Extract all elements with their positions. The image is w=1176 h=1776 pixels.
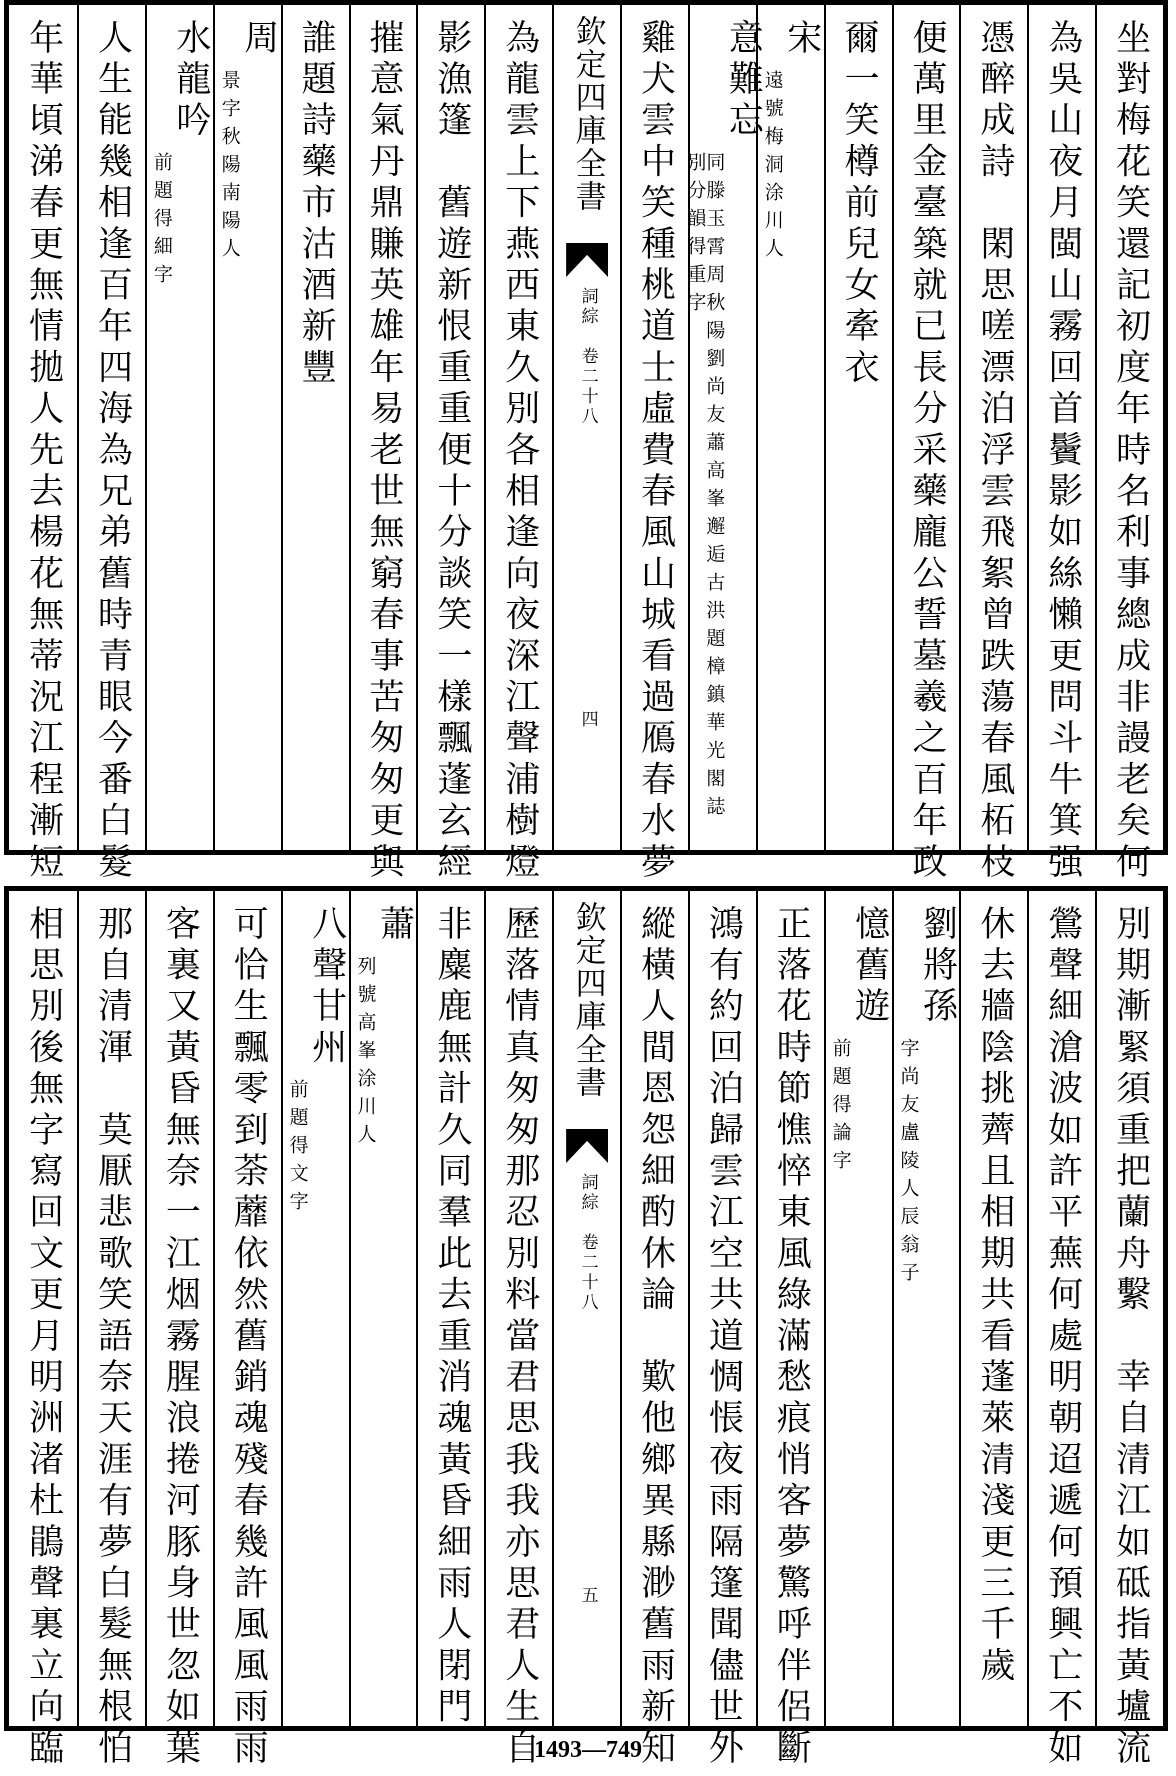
text-line: 別期漸緊須重把蘭舟繫 幸自清江如砥指黃壚流	[1110, 905, 1151, 1771]
folio-number: 四	[577, 710, 598, 734]
lower-page-column	[688, 891, 756, 1771]
lower-page-column	[213, 891, 281, 1771]
upper-page-column	[892, 5, 960, 885]
lower-page-column	[77, 891, 145, 1771]
upper-page-column	[145, 5, 213, 850]
fish-tail-mark	[566, 243, 608, 277]
annotation-text: 同滕玉霄周秋陽劉尚友蕭高峯邂逅古洪題樟鎮華光閣誌別分韻得重字	[684, 152, 726, 824]
text-line: 鶯聲細滄波如許平蕪何處明朝迢遞何預興亡不如	[1042, 905, 1083, 1771]
heading-text: 劉將孫	[917, 905, 958, 1029]
heading-text: 宋	[781, 19, 822, 61]
heading-text: 蕭	[374, 905, 415, 947]
heading-text: 周	[238, 19, 279, 61]
page-footer-number: 1493—749	[534, 1737, 642, 1763]
upper-page-column	[77, 5, 145, 885]
upper-page-column	[281, 5, 349, 850]
heading-text: 憶舊遊	[849, 905, 890, 1029]
upper-page-column	[959, 5, 1027, 885]
text-line: 可恰生飄零到荼蘼依然舊銷魂殘春幾許風風雨雨	[228, 905, 269, 1771]
lower-page-column	[756, 891, 824, 1771]
text-line: 憑醉成詩 閑思嗟漂泊浮雲飛絮曾跌蕩春風柘枝	[974, 19, 1015, 885]
text-line: 影漁篷 舊遊新恨重重便十分談笑一樣飄蓬玄經	[431, 19, 472, 885]
lower-page-column	[1027, 891, 1095, 1771]
text-line: 那自清渾 莫厭悲歌笑語奈天涯有夢白髮無根怕	[92, 905, 133, 1771]
annotation-text: 景字秋陽南陽人	[218, 70, 241, 266]
upper-page-column	[824, 5, 892, 850]
volume-label: 詞綜 卷二十八	[577, 1173, 598, 1313]
upper-page-column	[416, 5, 484, 885]
text-line: 非麋鹿無計久同羣此去重消魂黃昏細雨人閉門	[431, 905, 472, 1729]
upper-page-columns	[9, 5, 1163, 885]
folio-number: 五	[577, 1586, 598, 1610]
annotation-text: 遠號梅洞涂川人	[761, 70, 784, 266]
text-line: 相思別後無字寫回文更月明洲渚杜鵑聲裏立向臨	[23, 905, 64, 1771]
lower-page-column	[484, 891, 552, 1771]
heading-text: 意難忘	[723, 19, 764, 143]
text-line: 年華頃涕春更無情拋人先去楊花無蒂況江程漸短	[23, 19, 64, 885]
text-line: 縱橫人間恩怨細酌休論 歎他鄉異縣渺舊雨新知	[635, 905, 676, 1771]
text-line: 誰題詩藥市沽酒新豐	[296, 19, 337, 390]
heading-text: 八聲甘州	[306, 905, 347, 1070]
text-line: 客裏又黃昏無奈一江烟霧腥浪捲河豚身世忽如葉	[160, 905, 201, 1771]
lower-page-center-column	[552, 891, 620, 1726]
book-title: 欽定四庫全書	[569, 15, 606, 213]
text-line: 便萬里金臺築就已長分采藥龐公誓墓羲之百年政	[906, 19, 947, 885]
upper-page-column	[684, 5, 764, 850]
upper-page-column	[484, 5, 552, 885]
upper-page-column	[756, 5, 824, 850]
lower-page-column	[281, 891, 349, 1726]
text-line: 人生能幾相逢百年四海為兄弟舊時青眼今番白髮	[92, 19, 133, 885]
text-line: 摧意氣丹鼎賺英雄年易老世無窮春事苦匆匆更與	[363, 19, 404, 885]
lower-page-column	[416, 891, 484, 1729]
upper-page-column	[349, 5, 417, 885]
annotation-text: 字尚友盧陵人辰翁子	[897, 1038, 920, 1290]
lower-page-column	[959, 891, 1027, 1726]
lower-page-column	[349, 891, 417, 1726]
fish-tail-mark	[566, 1129, 608, 1163]
upper-page-column	[1027, 5, 1095, 885]
annotation-text: 前題得文字	[286, 1079, 309, 1219]
text-line: 休去牆陰挑薺且相期共看蓬萊清淺更三千歲	[974, 905, 1015, 1688]
upper-page-column	[213, 5, 281, 850]
text-line: 正落花時節憔悴東風綠滿愁痕悄客夢驚呼伴侶斷	[771, 905, 812, 1771]
upper-page-column	[1095, 5, 1163, 885]
upper-page-column	[9, 5, 77, 885]
lower-page-column	[145, 891, 213, 1771]
lower-page-column	[9, 891, 77, 1771]
volume-label: 詞綜 卷二十八	[577, 287, 598, 427]
text-line: 歷落情真匆匆那忍別料當君思我我亦思君人生自	[499, 905, 540, 1771]
upper-page-column	[620, 5, 688, 885]
lower-page-column	[824, 891, 892, 1726]
lower-page-column	[892, 891, 960, 1726]
heading-text: 水龍吟	[170, 19, 211, 143]
text-line: 雞犬雲中笑種桃道士虛費春風山城看過鴈春水夢	[635, 19, 676, 885]
text-line: 坐對梅花笑還記初度年時名利事總成非謾老矣何	[1110, 19, 1151, 885]
text-line: 為吳山夜月閩山霧回首鬢影如絲懶更問斗牛箕强	[1042, 19, 1083, 885]
annotation-text: 前題得論字	[829, 1038, 852, 1178]
text-line: 爾一笑樽前兒女牽衣	[839, 19, 880, 390]
lower-page-column	[620, 891, 688, 1771]
book-title: 欽定四庫全書	[569, 901, 606, 1099]
lower-page-column	[1095, 891, 1163, 1771]
annotation-text: 列號高峯涂川人	[354, 956, 377, 1152]
annotation-text: 前題得細字	[150, 152, 173, 292]
upper-page	[4, 0, 1168, 885]
text-line: 鴻有約回泊歸雲江空共道惆悵夜雨隔篷聞儘世外	[703, 905, 744, 1771]
upper-page-center-column	[552, 5, 620, 850]
text-line: 為龍雲上下燕西東久別各相逢向夜深江聲浦樹燈	[499, 19, 540, 885]
